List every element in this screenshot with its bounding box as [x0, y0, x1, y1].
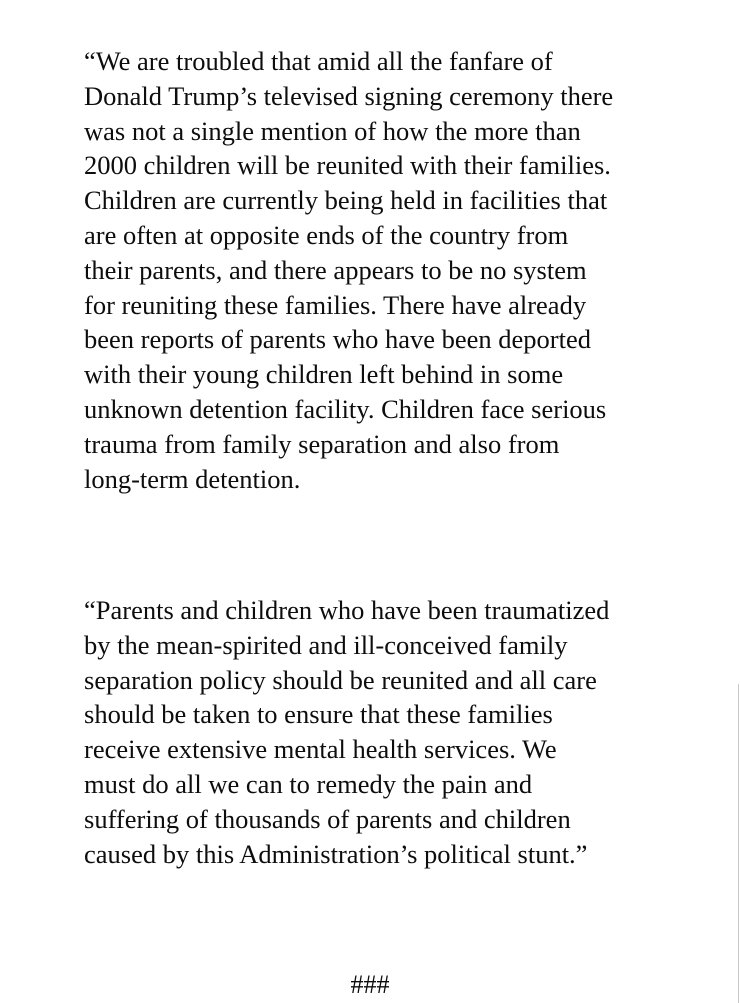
page-edge-line	[738, 684, 739, 1003]
paragraph-line: for reuniting these families. There have already	[84, 289, 587, 320]
paragraph-line: receive extensive mental health services. We	[84, 734, 557, 765]
paragraph-line: separation policy should be reunited and all care	[84, 664, 597, 695]
paragraph-line: suffering of thousands of parents and children	[84, 803, 571, 834]
paragraph-quote-1	[84, 44, 613, 496]
paragraph-line: their parents, and there appears to be no system	[84, 254, 587, 285]
paragraph-line: long-term detention.	[84, 463, 301, 494]
paragraph-line: unknown detention facility. Children face serious	[84, 393, 607, 424]
paragraph-line: Children are currently being held in facilities that	[84, 185, 608, 216]
paragraph-quote-2	[84, 593, 609, 871]
paragraph-line: “We are troubled that amid all the fanfare of	[84, 46, 553, 76]
end-of-release-mark: ###	[350, 970, 390, 999]
paragraph-line: by the mean-spirited and ill-conceived family	[84, 629, 568, 660]
paragraph-line: must do all we can to remedy the pain and	[84, 768, 533, 799]
paragraph-line: are often at opposite ends of the country from	[84, 219, 569, 250]
paragraph-line: been reports of parents who have been deported	[84, 324, 591, 355]
paragraph-line: “Parents and children who have been traumatized	[84, 595, 610, 625]
paragraph-line: Donald Trump’s televised signing ceremony there	[84, 80, 614, 111]
paragraph-line: should be taken to ensure that these families	[84, 699, 553, 730]
paragraph-line: 2000 children will be reunited with their families.	[84, 150, 611, 181]
paragraph-line: with their young children left behind in some	[84, 359, 564, 390]
paragraph-line: caused by this Administration’s political stunt.”	[84, 838, 588, 869]
paragraph-line: trauma from family separation and also from	[84, 428, 560, 459]
paragraph-line: was not a single mention of how the more than	[84, 115, 581, 146]
